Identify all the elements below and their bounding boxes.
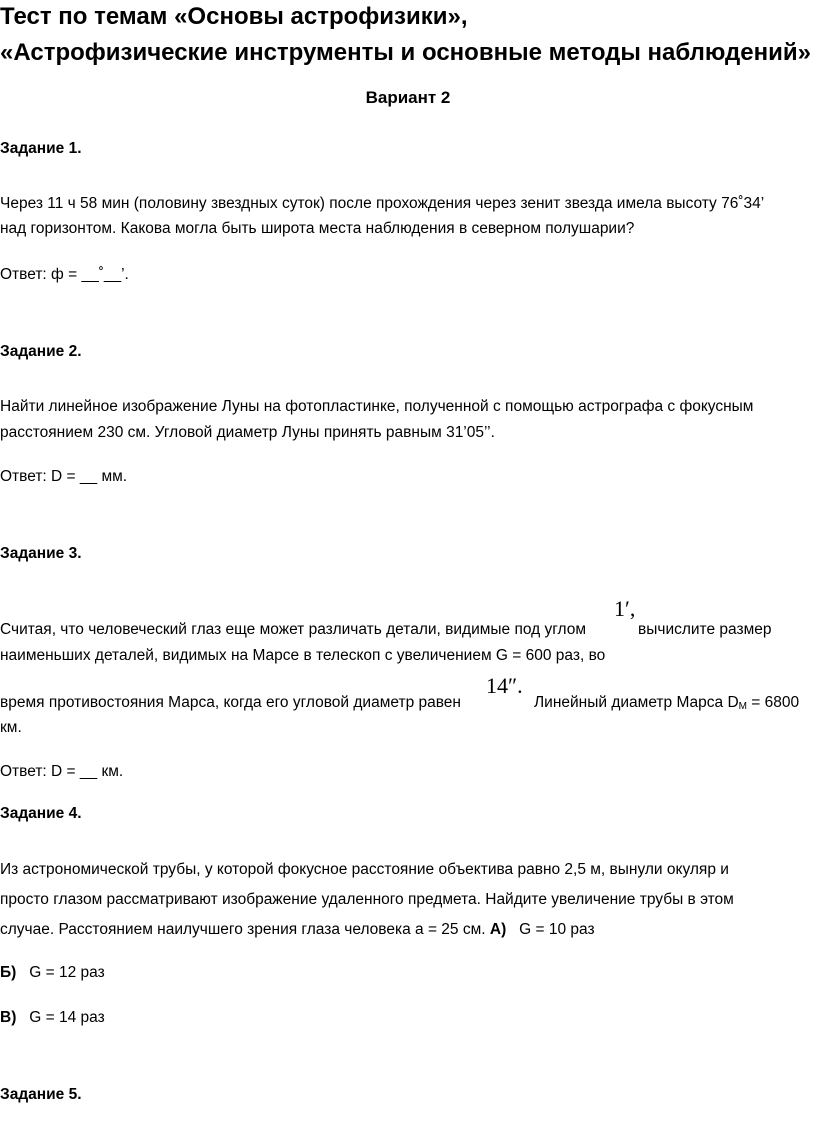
angle-formula-14-arcsec: 14″. bbox=[486, 673, 523, 698]
task-5-heading: Задание 5. bbox=[0, 1086, 82, 1103]
angle-formula-1-arcmin: 1′, bbox=[614, 596, 636, 621]
task-2-answer: Ответ: D = __ мм. bbox=[0, 468, 128, 485]
task-4-option-c: В) G = 14 раз bbox=[0, 1009, 105, 1026]
option-a-letter: А) bbox=[489, 921, 507, 938]
task-1-heading: Задание 1. bbox=[0, 140, 82, 157]
task-2-heading: Задание 2. bbox=[0, 343, 82, 360]
task-3-answer: Ответ: D = __ км. bbox=[0, 763, 124, 780]
option-a-text: G = 10 раз bbox=[519, 921, 595, 938]
task-4-text-line-3: случае. Расстоянием наилучшего зрения глаза человека а = 25 см. А) G = 10 раз bbox=[0, 921, 595, 938]
task-4-text-line-1: Из астрономической трубы, у которой фокусное расстояние объектива равно 2,5 м, вынули окуляр и bbox=[0, 861, 729, 878]
document-title-line-1: Тест по темам «Основы астрофизики», bbox=[0, 3, 468, 30]
task-3-text-line-2: наименьших деталей, видимых на Марсе в телескоп с увеличением G = 600 раз, во bbox=[0, 647, 606, 664]
task-3-text-line-4: км. bbox=[0, 719, 22, 736]
task-3-text-line-3a: время противостояния Марса, когда его угловой диаметр равен bbox=[0, 694, 461, 711]
task-1-answer: Ответ: ф = __˚__’. bbox=[0, 266, 129, 283]
variant-heading: Вариант 2 bbox=[365, 88, 451, 107]
task-3-text-line-3b: Линейный диаметр Марса $D_М = 6800$ bbox=[534, 694, 800, 712]
document-title-line-2: «Астрофизические инструменты и основные методы наблюдений» bbox=[0, 39, 811, 66]
task-4-heading: Задание 4. bbox=[0, 805, 82, 822]
task-3-heading: Задание 3. bbox=[0, 545, 82, 562]
task-1-text-line-2: над горизонтом. Какова могла быть широта места наблюдения в северном полушарии? bbox=[0, 220, 635, 237]
task-3-text-line-1a: Считая, что человеческий глаз еще может различать детали, видимые под углом bbox=[0, 621, 587, 638]
task-2-text-line-1: Найти линейное изображение Луны на фотопластинке, полученной с помощью астрографа с фокусным bbox=[0, 398, 754, 415]
task-1-text-line-1: Через 11 ч 58 мин (половину звездных суток) после прохождения через зенит звезда имела высоту 76˚34’ bbox=[0, 195, 765, 212]
task-2-text-line-2: расстоянием 230 см. Угловой диаметр Луны принять равным 31’05’’. bbox=[0, 424, 495, 441]
task-3-text-line-1b: вычислите размер bbox=[638, 621, 772, 638]
task-4-text-line-2: просто глазом рассматривают изображение удаленного предмета. Найдите увеличение трубы в этом bbox=[0, 891, 734, 908]
task-4-option-b: Б) G = 12 раз bbox=[0, 964, 105, 981]
